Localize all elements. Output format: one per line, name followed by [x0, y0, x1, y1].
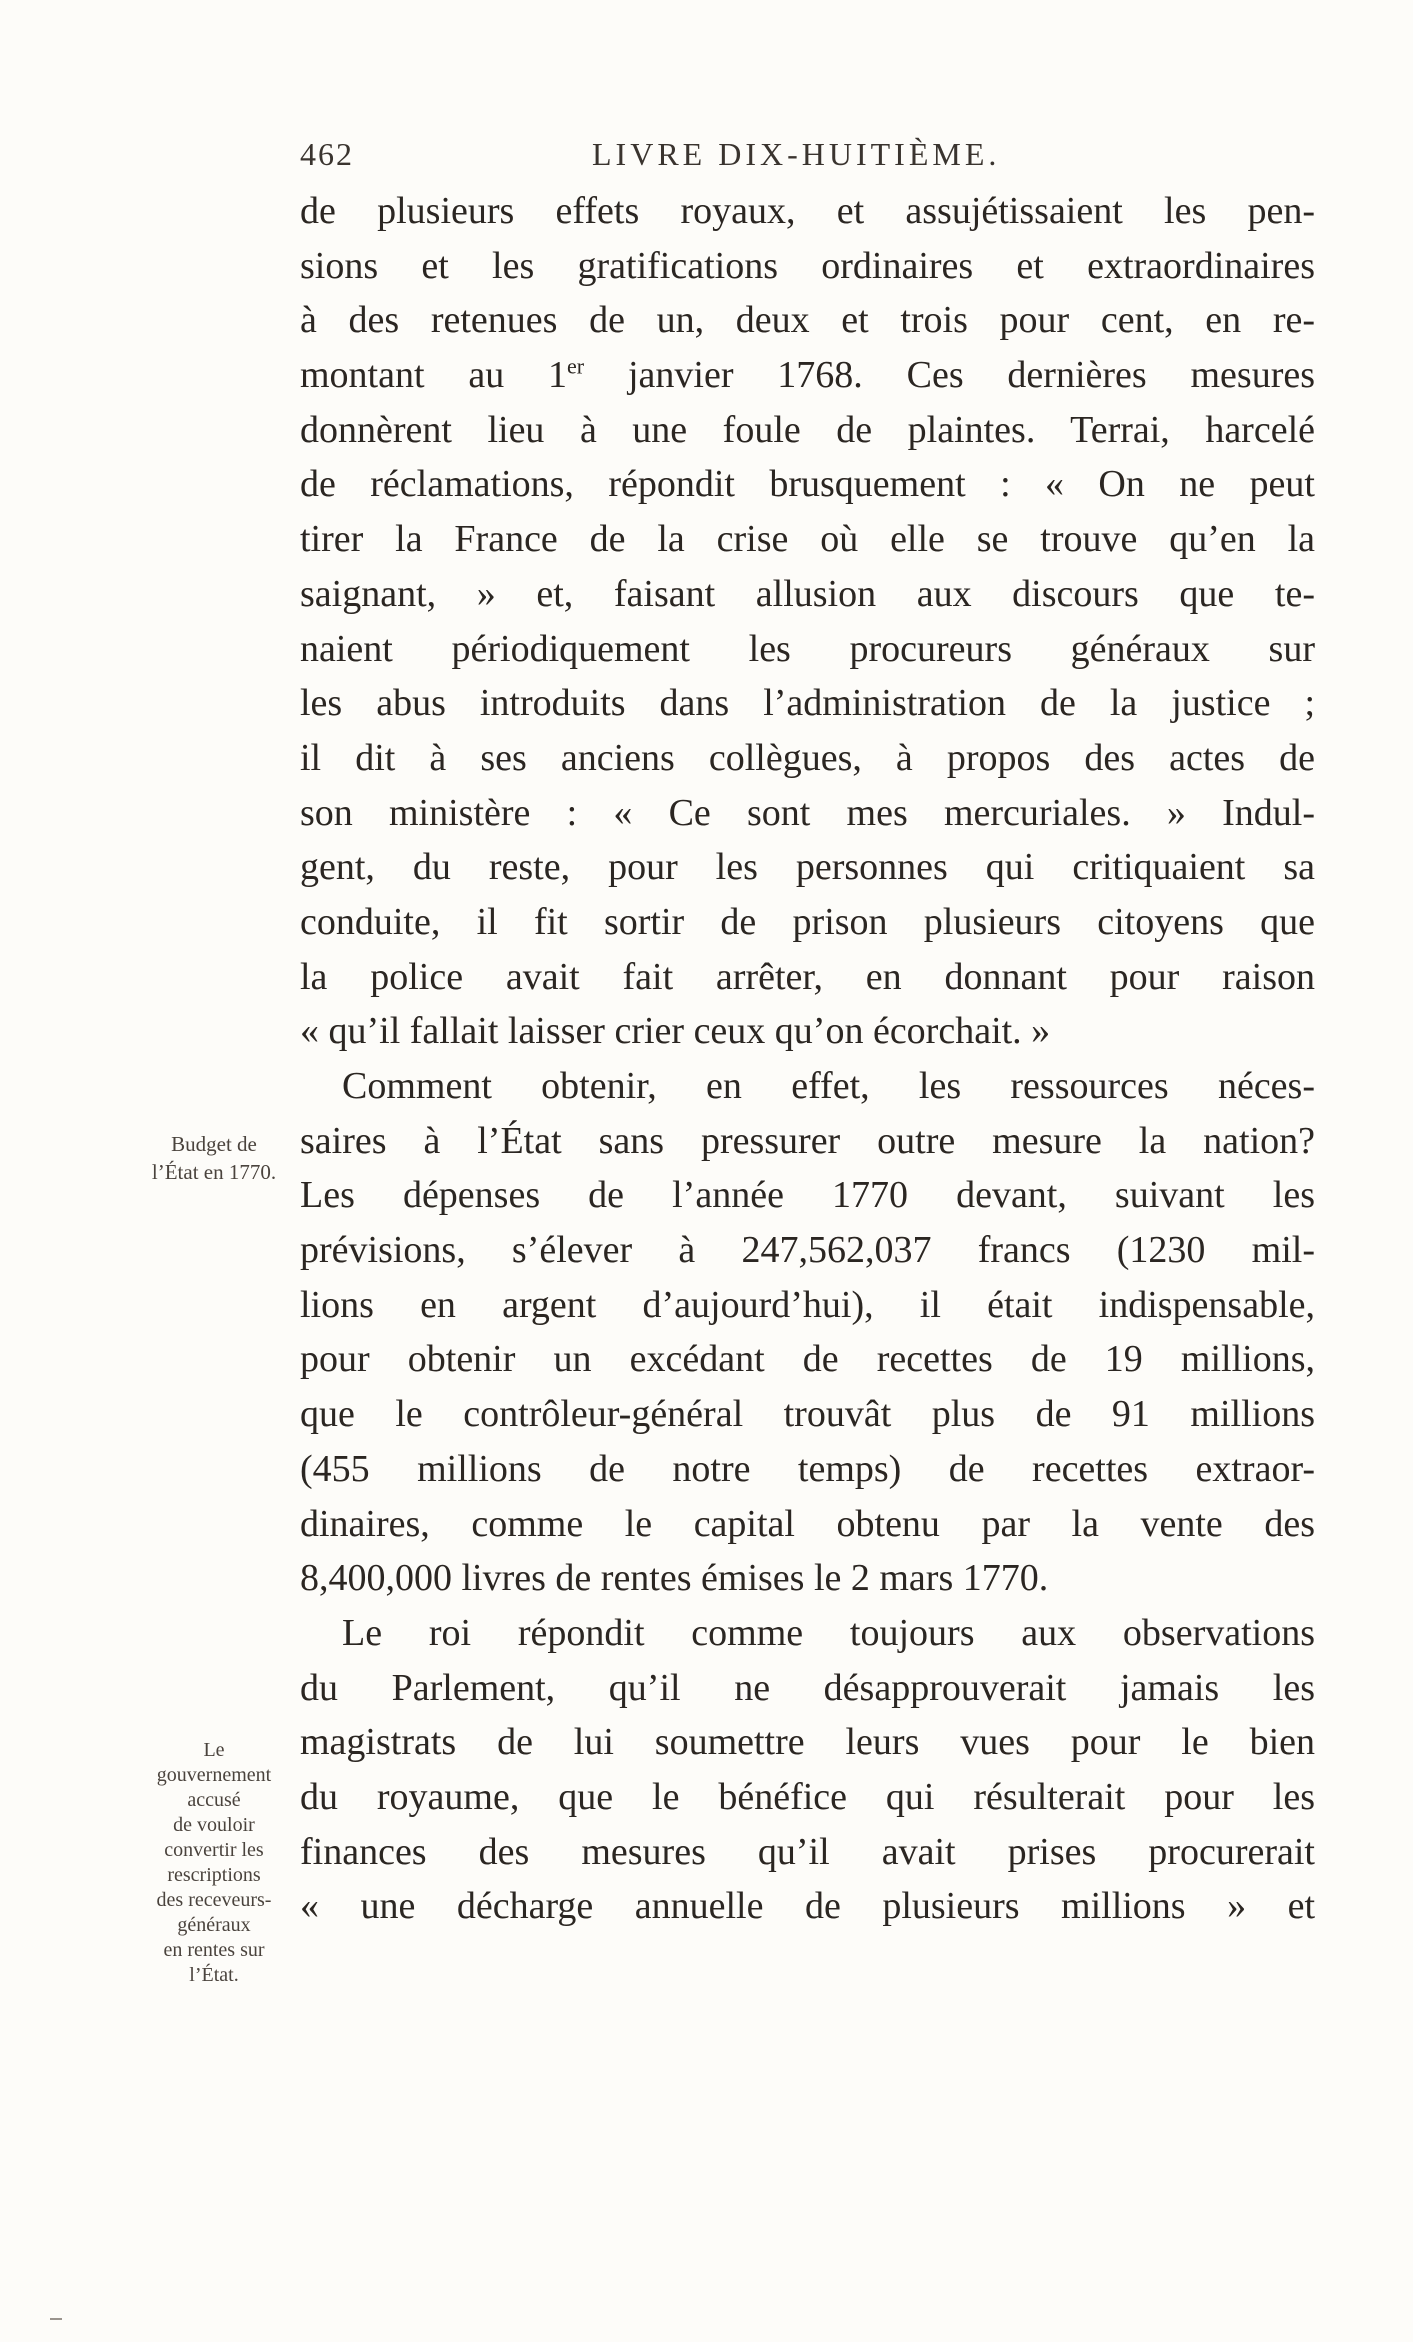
margin-note-line: convertir les [164, 1839, 264, 1861]
text-line: du royaume, que le bénéfice qui résulterait pour les [300, 1775, 1315, 1818]
text-line: donnèrent lieu à une foule de plaintes. Terrai, harcelé [300, 408, 1315, 451]
print-mark [50, 2318, 62, 2320]
text-line: sions et les gratifications ordinaires et extraordinaires [300, 244, 1315, 287]
text-line: magistrats de lui soumettre leurs vues pour le bien [300, 1721, 1315, 1764]
running-title: LIVRE DIX-HUITIÈME. [592, 136, 1001, 172]
text-line: « qu’il fallait laisser crier ceux qu’on écorchait. » [300, 1010, 1051, 1053]
text-line: Le roi répondit comme toujours aux observations [342, 1611, 1315, 1654]
text-line: (455 millions de notre temps) de recettes extraor- [300, 1447, 1315, 1490]
text-line: Comment obtenir, en effet, les ressources néces- [342, 1065, 1315, 1107]
text-line: lions en argent d’aujourd’hui), il était indispensable, [300, 1283, 1315, 1326]
text-line: de plusieurs effets royaux, et assujétissaient les pen- [300, 190, 1315, 232]
margin-note-line: l’État. [189, 1964, 239, 1986]
text-line: tirer la France de la crise où elle se trouve qu’en la [300, 518, 1315, 561]
margin-note-line: rescriptions [167, 1864, 261, 1886]
page-header [300, 136, 1020, 180]
text-line: Les dépenses de l’année 1770 devant, suivant les [300, 1174, 1315, 1217]
margin-note-line: gouvernement [156, 1764, 272, 1786]
margin-note-gouvernement [150, 1738, 278, 1988]
text-line: pour obtenir un excédant de recettes de 19 millions, [300, 1338, 1315, 1381]
line-rest: janvier 1768. Ces dernières mesures [627, 354, 1316, 397]
text-line: « une décharge annuelle de plusieurs millions » et [300, 1885, 1315, 1928]
text-line: gent, du reste, pour les personnes qui critiquaient sa [300, 846, 1315, 889]
text-line: dinaires, comme le capital obtenu par la vente des [300, 1502, 1315, 1545]
text-line: 8,400,000 livres de rentes émises le 2 mars 1770. [300, 1557, 1049, 1600]
text-line: la police avait fait arrêter, en donnant pour raison [300, 955, 1315, 998]
text-line: que le contrôleur-général trouvât plus de 91 millions [300, 1393, 1315, 1436]
text-line: il dit à ses anciens collègues, à propos des actes de [300, 736, 1315, 779]
margin-note-line: Budget de [171, 1132, 257, 1156]
margin-note-line: des receveurs- [156, 1889, 272, 1911]
text-line: son ministère : « Ce sont mes mercuriales. » Indul- [300, 791, 1315, 834]
superscript: er [567, 353, 585, 379]
text-line: de réclamations, répondit brusquement : « On ne peut [300, 463, 1315, 506]
margin-note-line: Le [203, 1739, 225, 1761]
text-line: prévisions, s’élever à 247,562,037 francs (1230 mil- [300, 1229, 1315, 1272]
text-line: conduite, il fit sortir de prison plusieurs citoyens que [300, 900, 1315, 943]
margin-note-line: de vouloir [173, 1814, 255, 1836]
text-line: à des retenues de un, deux et trois pour cent, en re- [300, 299, 1315, 342]
line-prefix: montant au 1 [300, 354, 568, 397]
text-line: naient périodiquement les procureurs généraux sur [300, 627, 1315, 670]
margin-note-line: accusé [187, 1789, 241, 1811]
body-text [300, 184, 1315, 1934]
margin-note-line: généraux [177, 1914, 251, 1936]
margin-note-line: l’État en 1770. [151, 1160, 277, 1184]
text-line: saires à l’État sans pressurer outre mesure la nation? [300, 1119, 1315, 1162]
text-line: finances des mesures qu’il avait prises procurerait [300, 1830, 1315, 1873]
margin-note-budget [150, 1130, 278, 1186]
text-line [300, 348, 1315, 403]
text-line: du Parlement, qu’il ne désapprouverait jamais les [300, 1666, 1315, 1709]
text-line: les abus introduits dans l’administration de la justice ; [300, 682, 1315, 725]
page-number: 462 [300, 136, 354, 172]
margin-note-line: en rentes sur [163, 1939, 265, 1961]
text-line: saignant, » et, faisant allusion aux discours que te- [300, 572, 1315, 615]
